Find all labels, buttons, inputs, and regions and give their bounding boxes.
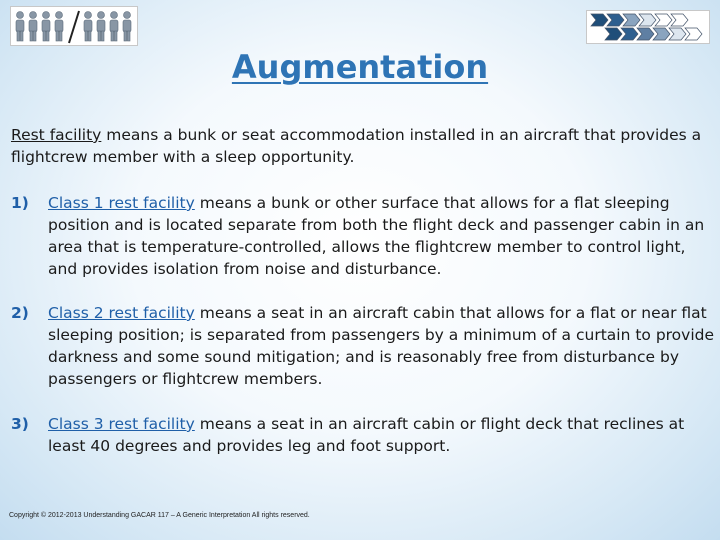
people-group-icon xyxy=(11,7,137,45)
intro-term: Rest facility xyxy=(11,126,102,144)
page-title: Augmentation xyxy=(231,48,489,86)
item-number: 1) xyxy=(11,194,29,212)
list-item xyxy=(11,302,716,390)
item-term: Class 3 rest facility xyxy=(48,415,195,433)
copyright-footer: Copyright © 2012-2013 Understanding GACAR 117 – A Generic Interpretation All rights reserved. xyxy=(9,512,310,519)
arrow-chevrons-icon xyxy=(587,11,709,43)
list-item xyxy=(11,413,716,457)
item-text: means a seat in an aircraft cabin that allows for a flat or near flat sleeping position; is separated from passengers by a minimum of a curtain to provide darkness and some sound mitigation; and is reasonably free from disturbance by passengers or flightcrew members. xyxy=(48,304,715,388)
arrow-chevrons-logo xyxy=(586,10,710,44)
people-group-logo xyxy=(10,6,138,46)
item-term: Class 2 rest facility xyxy=(48,304,195,322)
item-number: 3) xyxy=(11,415,29,433)
item-number: 2) xyxy=(11,304,29,322)
list-item xyxy=(11,192,716,280)
item-text: means a seat in an aircraft cabin or flight deck that reclines at least 40 degrees and provides leg and foot support. xyxy=(48,415,685,455)
intro-text: means a bunk or seat accommodation installed in an aircraft that provides a flightcrew member with a sleep opportunity. xyxy=(11,126,702,166)
intro-definition xyxy=(11,124,711,168)
page-title-container xyxy=(0,48,720,86)
item-text: means a bunk or other surface that allows for a flat sleeping position and is located separate from both the flight deck and passenger cabin in an area that is temperature-controlled, allows the flightcrew member to control light, and provides isolation from noise and disturbance. xyxy=(48,194,705,278)
item-term: Class 1 rest facility xyxy=(48,194,195,212)
